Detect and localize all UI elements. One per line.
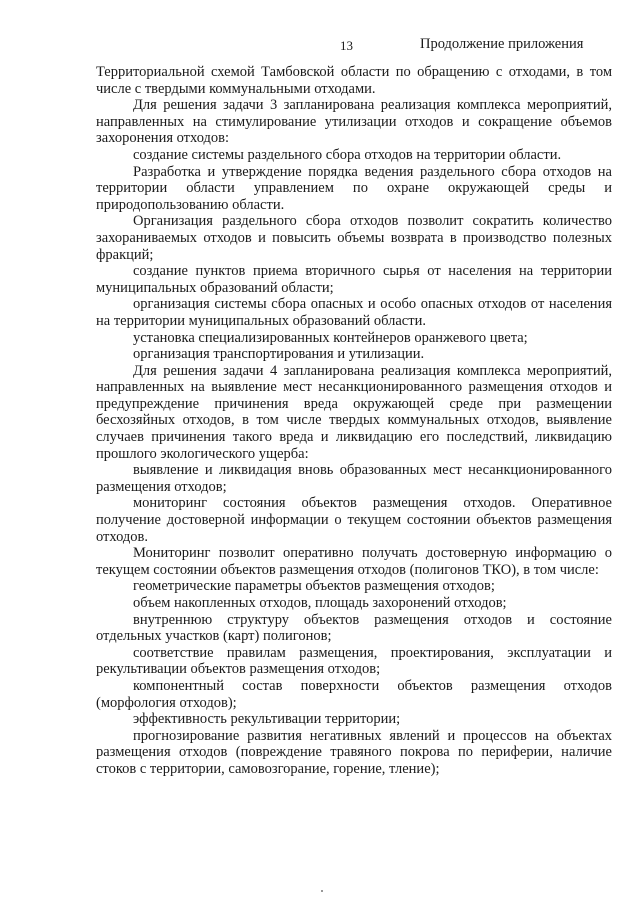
- list-item-collection-points: создание пунктов приема вторичного сырья от населения на территории муниципальных образований области;: [96, 263, 612, 296]
- paragraph-task-4: Для решения задачи 4 запланирована реализация комплекса мероприятий, направленных на выявление мест несанкционированного размещения отходов и предупреждение причинения вреда окружающей среде при размещении бесхозяйных отходов, в том числе твердых коммунальных отходов, выявление случаев причинения такого вреда и ликвидацию его последствий, ликвидацию прошлого экологического ущерба:: [96, 362, 612, 462]
- list-item-volume: объем накопленных отходов, площадь захоронений отходов;: [133, 595, 507, 611]
- page-number: 13: [340, 38, 353, 53]
- list-item-composition: компонентный состав поверхности объектов размещения отходов (морфология отходов);: [96, 677, 612, 711]
- scan-speck: [321, 890, 323, 892]
- paragraph-monitoring-info: Мониторинг позволит оперативно получать достоверную информацию о текущем состоянии объектов размещения отходов (полигонов ТКО), в том числе:: [96, 545, 612, 578]
- list-item-hazardous-waste: организация системы сбора опасных и особо опасных отходов от населения на территории муниципальных образований области.: [96, 296, 612, 329]
- list-item-forecasting: прогнозирование развития негативных явлений и процессов на объектах размещения отходов (повреждение травяного покрова по периферии, наличие стоков с территории, самовозгорание, горение, тление);: [96, 727, 612, 777]
- list-item-transportation: организация транспортирования и утилизации.: [133, 346, 425, 363]
- paragraph-procedure: Разработка и утверждение порядка ведения раздельного сбора отходов на территории области управлением по охране окружающей среды и природопользованию области.: [96, 163, 612, 213]
- document-body: [96, 64, 612, 778]
- list-item-internal-structure: внутреннюю структуру объектов размещения отходов и состояние отдельных участков (карт) полигонов;: [96, 611, 612, 645]
- list-item-orange-containers: установка специализированных контейнеров оранжевого цвета;: [133, 329, 528, 346]
- paragraph-continuation: Территориальной схемой Тамбовской области по обращению с отходами, в том числе с твердыми коммунальными отходами.: [96, 64, 612, 97]
- list-item-geometric-params: геометрические параметры объектов размещения отходов;: [133, 578, 495, 595]
- list-item-monitoring: мониторинг состояния объектов размещения отходов. Оперативное получение достоверной информации о текущем состоянии объектов размещения отходов.: [96, 495, 612, 545]
- paragraph-task-3: Для решения задачи 3 запланирована реализация комплекса мероприятий, направленных на стимулирование утилизации отходов и сокращение объемов захоронения отходов:: [96, 97, 612, 147]
- list-item-detection: выявление и ликвидация вновь образованных мест несанкционированного размещения отходов;: [96, 462, 612, 495]
- running-header: Продолжение приложения: [420, 36, 584, 52]
- list-item-separate-collection: создание системы раздельного сбора отходов на территории области.: [133, 146, 562, 163]
- paragraph-organization: Организация раздельного сбора отходов позволит сократить количество захораниваемых отходов и повысить объемы возврата в производство полезных фракций;: [96, 213, 612, 263]
- list-item-recultivation: эффективность рекультивации территории;: [133, 711, 401, 728]
- list-item-compliance: соответствие правилам размещения, проектирования, эксплуатации и рекультивации объектов размещения отходов;: [96, 644, 612, 678]
